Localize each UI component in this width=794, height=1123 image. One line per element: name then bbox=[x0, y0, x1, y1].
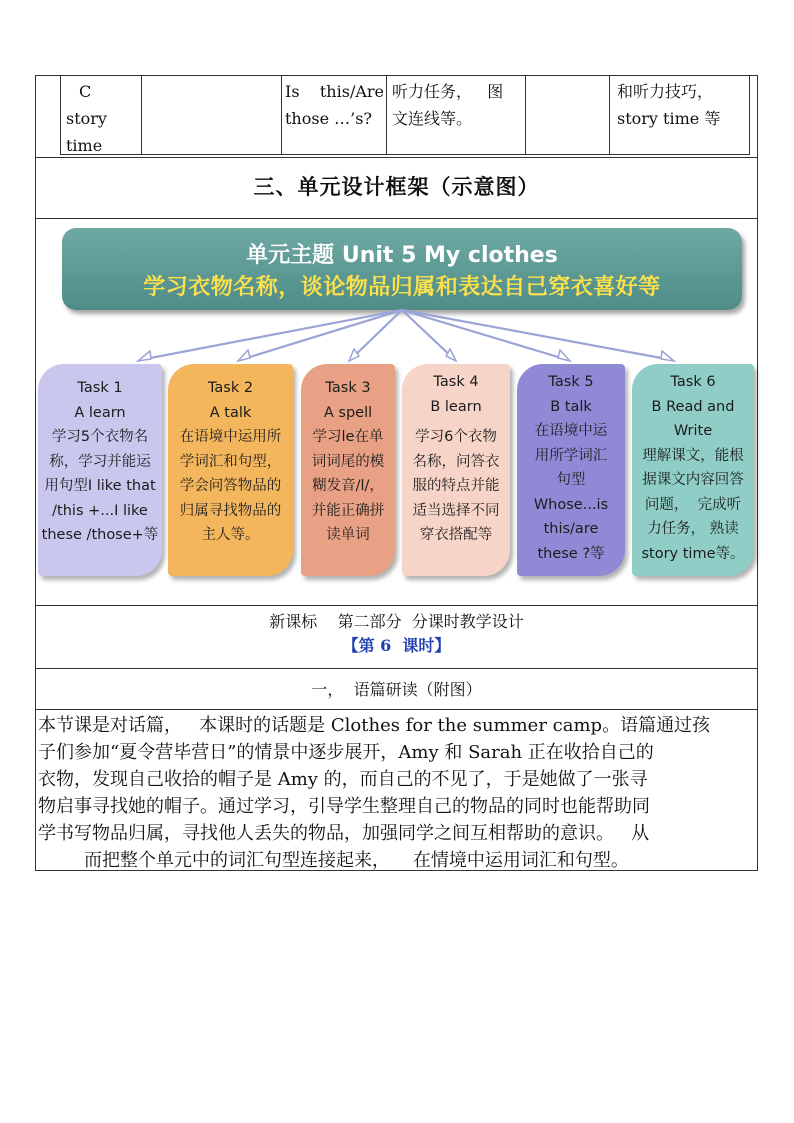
task-line: 句型 bbox=[556, 472, 586, 488]
task-line: /this +...I like bbox=[52, 502, 148, 519]
task-line: 用句型I like that bbox=[44, 478, 156, 494]
lesson-number: 【第 6 课时】 bbox=[342, 636, 451, 655]
inner-grid-bottom bbox=[60, 154, 750, 155]
cell-story-time bbox=[66, 78, 138, 159]
paragraph-line: 而把整个单元中的词汇句型连接起来， 在情境中运用词汇和句型。 bbox=[84, 850, 629, 871]
task-line: 主人等。 bbox=[201, 527, 260, 543]
task-line: B Read and bbox=[651, 398, 735, 415]
cell-listening-skills bbox=[617, 78, 749, 132]
task-line: 学习6个衣物 bbox=[415, 429, 497, 445]
unit-theme-banner bbox=[62, 228, 742, 310]
task-card-6 bbox=[632, 364, 754, 576]
paragraph-line: 学书写物品归属，寻找他人丢失的物品，加强同学之间互相帮助的意识。 从 bbox=[38, 823, 650, 844]
task-line: 名称，问答衣 bbox=[412, 453, 500, 470]
cell-listening-task bbox=[392, 78, 524, 132]
task-line: 穿衣搭配等 bbox=[419, 527, 493, 543]
task-line: 学习le在单 bbox=[312, 429, 384, 445]
row-divider bbox=[35, 668, 758, 669]
paragraph-line: 本节课是对话篇， 本课时的话题是 Clothes for the summer camp。语篇通过孩 bbox=[38, 715, 711, 736]
task-line: B learn bbox=[430, 398, 482, 415]
arrow-head bbox=[558, 350, 570, 361]
arrow-line bbox=[140, 310, 402, 360]
task-line: B talk bbox=[550, 398, 592, 415]
task-line: Task 4 bbox=[433, 374, 479, 390]
col-divider bbox=[749, 75, 750, 155]
inner-grid-top bbox=[60, 75, 750, 76]
cell-line: C bbox=[79, 82, 92, 101]
arrow-head bbox=[349, 349, 359, 361]
task-line: Whose...is bbox=[533, 496, 609, 513]
task-line: Task 6 bbox=[670, 374, 716, 390]
task-line: 在语境中运用所 bbox=[179, 429, 282, 445]
task-line: 学词汇和句型， bbox=[179, 453, 282, 470]
part2-heading bbox=[35, 610, 758, 658]
row-divider bbox=[35, 709, 758, 710]
cell-line: time bbox=[66, 136, 103, 155]
cell-line: story time 等 bbox=[617, 109, 721, 128]
task-line: A learn bbox=[74, 404, 126, 421]
task-line: Task 3 bbox=[325, 380, 371, 396]
task-line: 适当选择不同 bbox=[412, 502, 500, 519]
arrow-line bbox=[350, 310, 402, 360]
section-title: 三、单元设计框架（示意图） bbox=[253, 174, 540, 199]
task-line: 学会问答物品的 bbox=[179, 478, 282, 494]
col-divider bbox=[609, 75, 610, 155]
paragraph-line: 物启事寻找她的帽子。通过学习，引导学生整理自己的物品的同时也能帮助同 bbox=[38, 796, 650, 817]
col-divider bbox=[386, 75, 387, 155]
task-line: 在语境中运 bbox=[534, 423, 608, 439]
row-divider bbox=[35, 218, 758, 219]
task-line: A talk bbox=[209, 404, 252, 421]
task-line: 称，学习并能运 bbox=[49, 453, 151, 470]
task-card-5 bbox=[517, 364, 625, 576]
arrow-line bbox=[402, 310, 568, 360]
task-line: A spell bbox=[323, 404, 373, 421]
col-divider bbox=[141, 75, 142, 155]
cell-line: those …’s? bbox=[285, 109, 373, 128]
arrow-head bbox=[238, 350, 250, 361]
arrow-line bbox=[240, 310, 402, 360]
task-line: these ?等 bbox=[537, 545, 605, 562]
task-line: Write bbox=[673, 423, 713, 439]
task-line: story time等。 bbox=[641, 545, 745, 562]
task-line: 并能正确拼 bbox=[311, 502, 385, 519]
cell-line: 和听力技巧， bbox=[617, 82, 714, 101]
col-divider bbox=[525, 75, 526, 155]
task-card-3 bbox=[301, 364, 395, 576]
unit-theme-title: 单元主题 Unit 5 My clothes bbox=[246, 243, 558, 268]
cell-line: Is this/Are bbox=[285, 82, 384, 101]
task-line: these /those+等 bbox=[41, 527, 159, 543]
arrow-line bbox=[402, 310, 455, 360]
paragraph-line: 子们参加“夏令营毕营日”的情景中逐步展开，Amy 和 Sarah 正在收拾自己的 bbox=[38, 742, 654, 763]
task-line: 问题， 完成听 bbox=[644, 496, 742, 513]
unit-theme-subtitle: 学习衣物名称，谈论物品归属和表达自己穿衣喜好等 bbox=[143, 275, 661, 300]
cell-line: story bbox=[66, 109, 107, 128]
cell-line: 听力任务， 图 bbox=[392, 82, 504, 101]
task-line: 学习5个衣物名 bbox=[51, 429, 149, 445]
arrow-line bbox=[402, 310, 672, 360]
task-card-2 bbox=[168, 364, 293, 576]
task-card-4 bbox=[402, 364, 510, 576]
col-divider bbox=[60, 75, 61, 155]
task-line: 糊发音/l/， bbox=[312, 478, 384, 494]
row-divider bbox=[35, 157, 758, 158]
task-line: 用所学词汇 bbox=[534, 447, 608, 464]
row-divider bbox=[35, 605, 758, 606]
part2-title: 新课标 第二部分 分课时教学设计 bbox=[269, 612, 524, 631]
arrow-head bbox=[138, 351, 151, 361]
task-line: 词词尾的模 bbox=[311, 453, 385, 470]
task-line: 理解课文，能根 bbox=[642, 447, 744, 464]
task-line: Task 5 bbox=[548, 374, 594, 390]
cell-line: 文连线等。 bbox=[392, 109, 473, 128]
task-card-1 bbox=[38, 364, 162, 576]
paragraph-line: 衣物，发现自己收拾的帽子是 Amy 的，而自己的不见了，于是她做了一张寻 bbox=[38, 769, 648, 790]
task-line: Task 1 bbox=[77, 380, 123, 396]
reading-paragraph bbox=[38, 712, 756, 874]
task-line: 服的特点并能 bbox=[412, 478, 500, 494]
task-line: Task 2 bbox=[207, 380, 254, 396]
col-divider bbox=[281, 75, 282, 155]
cell-sentence-pattern bbox=[285, 78, 385, 132]
arrow-head bbox=[446, 349, 456, 361]
task-line: this/are bbox=[543, 521, 599, 537]
task-line: 读单词 bbox=[326, 527, 370, 543]
reading-title: 一， 语篇研读（附图） bbox=[311, 680, 482, 699]
task-line: 力任务， 熟读 bbox=[647, 521, 739, 537]
task-line: 据课文内容回答 bbox=[642, 472, 744, 488]
arrow-head bbox=[661, 351, 674, 361]
task-line: 归属寻找物品的 bbox=[179, 502, 282, 519]
